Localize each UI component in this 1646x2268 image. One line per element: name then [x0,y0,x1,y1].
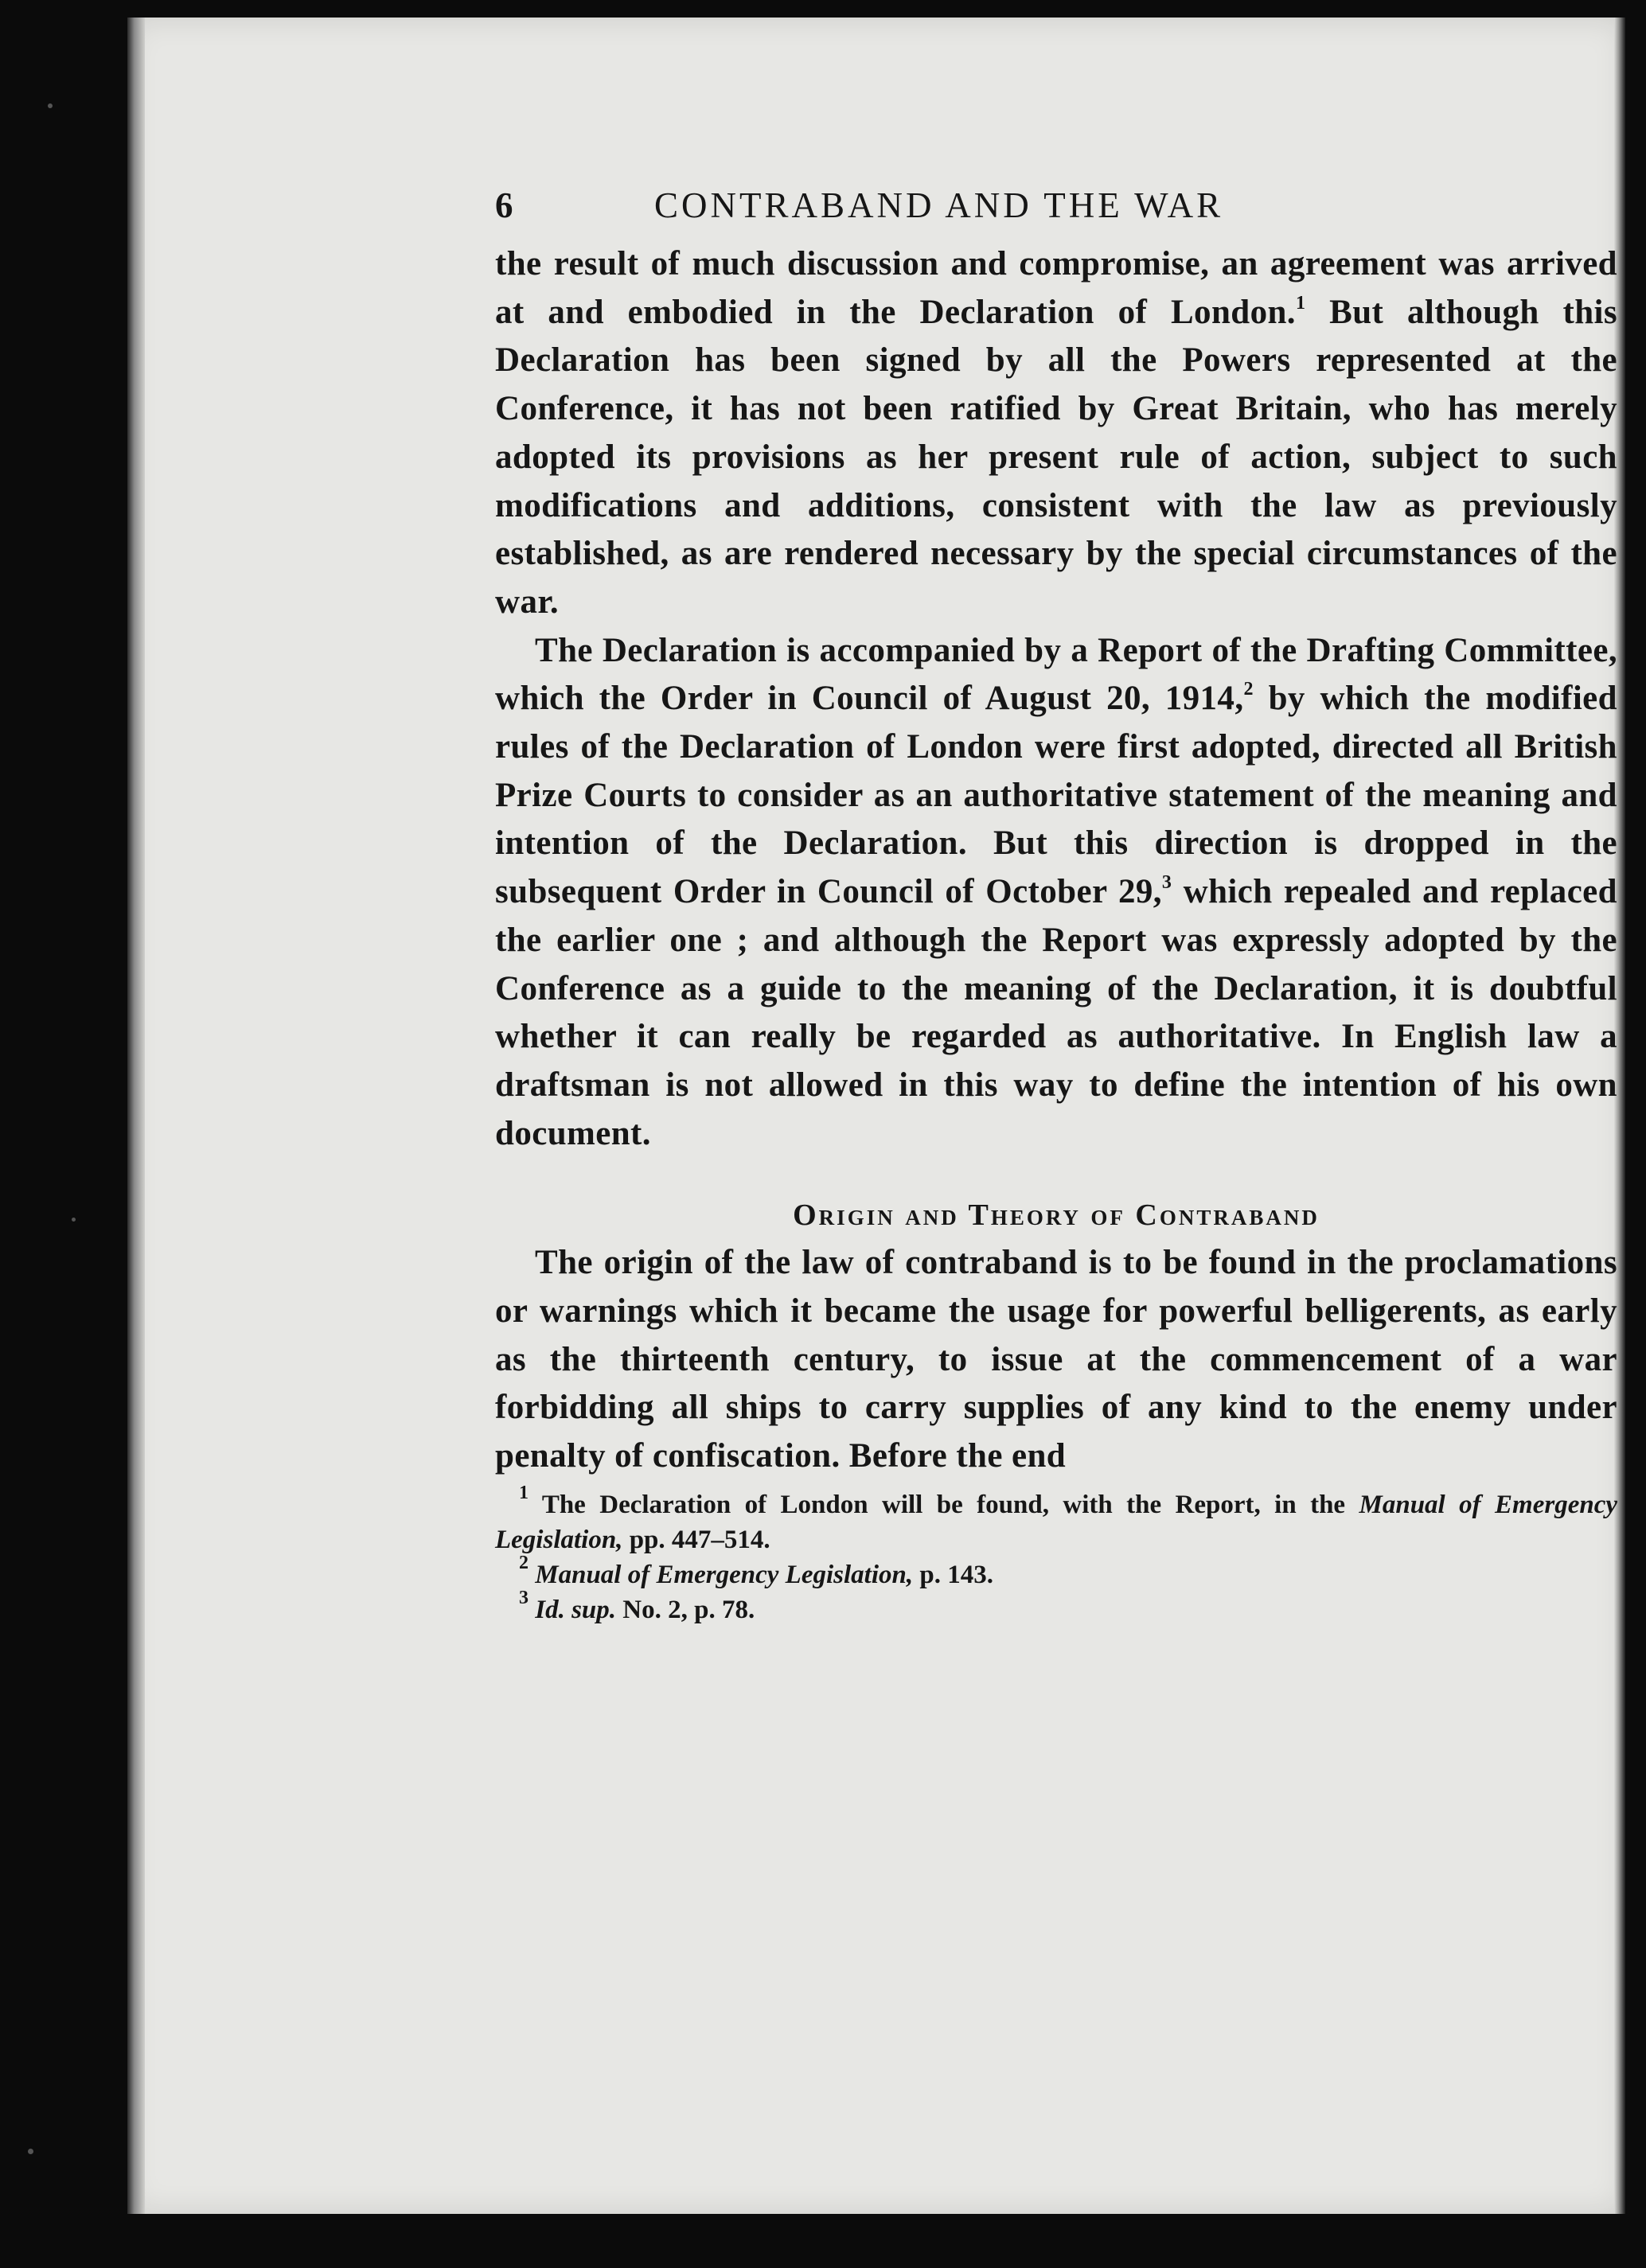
page-content [495,177,1617,1627]
footnote-italic-title: Manual of Emergency Legislation, [495,1490,1617,1554]
footnote-marker: 3 [519,1587,529,1608]
scan-speck [48,103,53,108]
running-title: CONTRABAND AND THE WAR [654,185,1224,225]
body-paragraph-3: The origin of the law of contraband is to be found in the proclamations or warnings which it became the usage for powerful belligerents, as early as the thirteenth century, to issue at the commencement of a war forbidding all ships to carry supplies of any kind to the enemy under penalty of confiscation. Before the end [495,1244,1617,1475]
footnote-marker: 1 [519,1482,529,1503]
footnote-italic-title: Id. sup. [535,1595,617,1624]
footnote-reference-3[interactable]: 3 [1161,872,1172,894]
section-heading: Origin and Theory of Contraband [793,1198,1320,1233]
footnote-text [529,1561,535,1589]
paragraph-text: the result of much discussion and compromise, an agreement was arrived at and embodied in the Declaration of London. [495,245,1617,331]
paragraph-text: The Declaration is accompanied by a Report of the Drafting Committee, which the Order in Council of August 20, 1914, [495,631,1617,718]
scan-speck [72,1218,76,1222]
paragraph-text: by which the modified rules of the Declaration of London were first adopted, directed all British Prize Courts to consider as an authoritative statement of the meaning and intention of the Declaration. But this direction is dropped in the subsequent Order in Council of October 29, [495,680,1617,911]
footnote-text: The Declaration of London will be found, with the Report, in the [529,1490,1359,1519]
footnote-text: pp. 447–514. [622,1525,770,1554]
page-number: 6 [495,185,516,225]
footnote-text [529,1596,535,1624]
scan-speck [28,2149,33,2154]
body-paragraph-2 [495,627,1617,1159]
book-page [127,18,1625,2214]
running-head [495,177,1617,240]
footnote-text: p. 143. [913,1560,993,1589]
footnote-1 [495,1482,1617,1557]
footnote-reference-2[interactable]: 2 [1243,679,1254,700]
footnote-3 [495,1587,1617,1627]
paragraph-text: which repealed and replaced the earlier one ; and although the Report was expressly adopted by the Conference as a guide to the meaning of the Declaration, it is doubtful whether it can really be regarded as authoritative. In English law a draftsman is not allowed in this way to define the intention of his own document. [495,873,1617,1152]
page-gutter-edge [127,18,145,2214]
footnote-text: No. 2, p. 78. [616,1595,755,1624]
paragraph-text: But although this Declaration has been signed by all the Powers represented at the Conference, it has not been ratified by Great Britain, who has merely adopted its provisions as her present rule of action, subject to such modifications and additions, consistent with the law as previously established, as are rendered necessary by the special circumstances of the war. [495,293,1617,621]
footnotes [495,1482,1617,1627]
footnote-italic-title: Manual of Emergency Legislation, [535,1560,914,1589]
footnote-2 [495,1552,1617,1592]
body-paragraph-1 [495,240,1617,627]
footnote-reference-1[interactable]: 1 [1295,292,1306,314]
footnote-marker: 2 [519,1552,529,1573]
